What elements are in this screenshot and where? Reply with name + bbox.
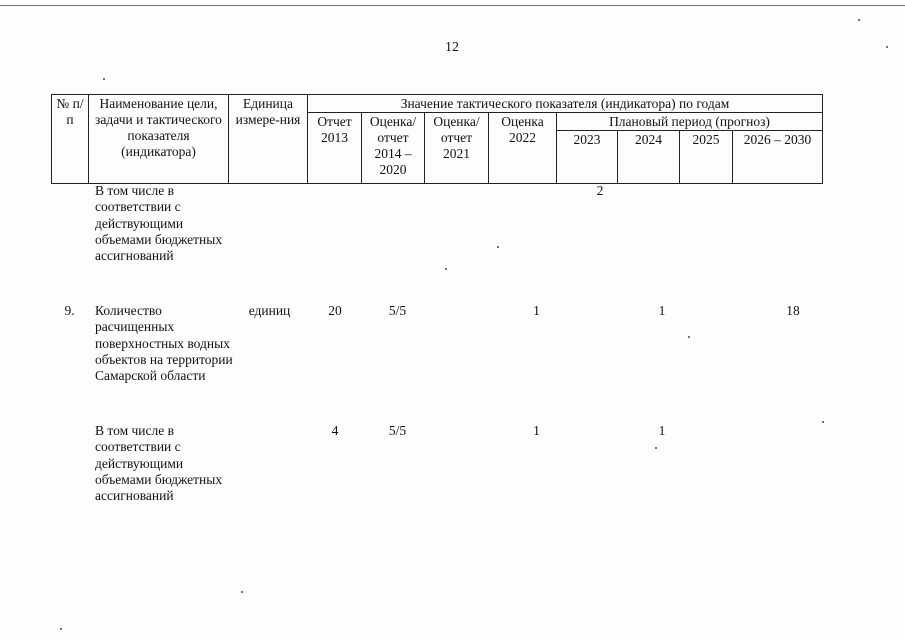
header-unit: Единица измере-ния [229, 95, 308, 184]
row-value-2024: 1 [658, 303, 666, 318]
row-est-2022: 1 [533, 303, 540, 318]
row-name: Количество расчищенных поверхностных водных объектов на территории Самарской области [95, 303, 233, 384]
table-row [0, 423, 905, 533]
header-2026-2030: 2026 – 2030 [733, 131, 823, 184]
header-plan-group: Плановый период (прогноз) [557, 113, 823, 131]
row-report-2013: 4 [331, 423, 339, 438]
header-number: № п/п [52, 95, 89, 184]
row-est-2014-2020: 5/5 [388, 303, 407, 318]
page-top-rule [0, 5, 905, 6]
row-est-2022: 1 [533, 423, 540, 438]
header-est-2021: Оценка/ отчет 2021 [425, 113, 489, 184]
scan-speck [103, 78, 105, 80]
row-unit: единиц [248, 303, 291, 318]
row-name: В том числе в соответствии с действующими объемами бюджетных ассигнований [95, 183, 223, 264]
header-est-2014-2020: Оценка/ отчет 2014 – 2020 [362, 113, 425, 184]
header-2023: 2023 [557, 131, 618, 184]
scan-speck [60, 628, 62, 630]
header-2024: 2024 [618, 131, 680, 184]
indicator-table-header [51, 94, 823, 184]
row-number: 9. [64, 303, 75, 318]
header-values-group: Значение тактического показателя (индикатора) по годам [308, 95, 823, 113]
row-name: В том числе в соответствии с действующими объемами бюджетных ассигнований [95, 423, 223, 504]
header-name: Наименование цели, задачи и тактического показателя (индикатора) [89, 95, 229, 184]
table-row [0, 183, 905, 293]
scan-speck [241, 591, 243, 593]
header-report-2013: Отчет 2013 [308, 113, 362, 184]
row-value-2026-2030: 18 [786, 303, 800, 318]
row-value-2024: 1 [658, 423, 666, 438]
row-est-2014-2020: 5/5 [388, 423, 407, 438]
scan-speck [886, 46, 888, 48]
page-number: 12 [445, 40, 459, 55]
header-2025: 2025 [680, 131, 733, 184]
row-report-2013: 20 [328, 303, 342, 318]
scan-speck [858, 19, 860, 21]
header-est-2022: Оценка 2022 [489, 113, 557, 184]
table-row [0, 303, 905, 413]
row-value-2023: 2 [596, 183, 604, 198]
